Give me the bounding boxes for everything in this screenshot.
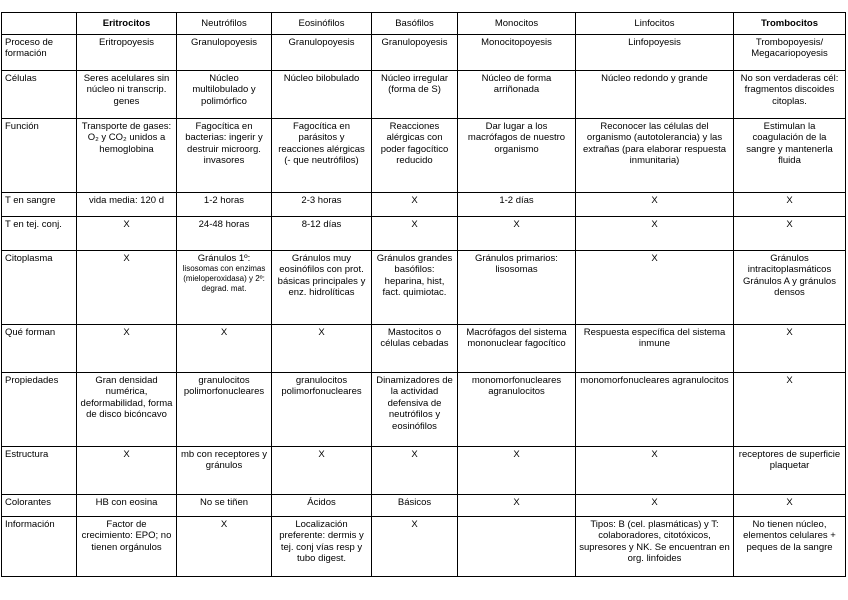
cell xyxy=(458,517,576,577)
table-row xyxy=(2,495,846,517)
cell: Mastocitos o células cebadas xyxy=(372,325,458,373)
cell: granulocitos polimorfonucleares xyxy=(177,373,272,447)
cell: Núcleo bilobulado xyxy=(272,71,372,119)
cell: X xyxy=(177,325,272,373)
table-row xyxy=(2,193,846,217)
header-monocitos: Monocitos xyxy=(458,13,576,35)
cell: receptores de superficie plaquetar xyxy=(734,447,846,495)
cell: X xyxy=(576,447,734,495)
cell: Linfopoyesis xyxy=(576,35,734,71)
cell: Básicos xyxy=(372,495,458,517)
cell: Respuesta específica del sistema inmune xyxy=(576,325,734,373)
cell: X xyxy=(576,193,734,217)
row-label: Estructura xyxy=(2,447,77,495)
cell: X xyxy=(734,373,846,447)
cell: X xyxy=(458,495,576,517)
cell: Seres acelulares sin núcleo ni transcrip. genes xyxy=(77,71,177,119)
cell: X xyxy=(372,447,458,495)
cell: 1-2 días xyxy=(458,193,576,217)
cell: Núcleo de forma arriñonada xyxy=(458,71,576,119)
cell: monomorfonucleares agranulocitos xyxy=(576,373,734,447)
cell: X xyxy=(458,447,576,495)
cell: Dinamizadores de la actividad defensiva de neutrófilos y eosinófilos xyxy=(372,373,458,447)
cell: Núcleo multilobulado y polimórfico xyxy=(177,71,272,119)
cell: X xyxy=(77,251,177,325)
cell: Macrófagos del sistema mononuclear fagocítico xyxy=(458,325,576,373)
cell: Fagocítica en bacterias: ingerir y destruir microorg. invasores xyxy=(177,119,272,193)
cell: No son verdaderas cél: fragmentos discoides citoplas. xyxy=(734,71,846,119)
cell: X xyxy=(734,325,846,373)
cell: Núcleo irregular (forma de S) xyxy=(372,71,458,119)
table-row xyxy=(2,517,846,577)
cell: Gránulos intracitoplasmáticos Gránulos A y gránulos densos xyxy=(734,251,846,325)
row-label: Propiedades xyxy=(2,373,77,447)
row-label: Qué forman xyxy=(2,325,77,373)
cell: X xyxy=(77,447,177,495)
cell: X xyxy=(576,251,734,325)
cell: X xyxy=(576,495,734,517)
corner-cell xyxy=(2,13,77,35)
cell: Fagocítica en parásitos y reacciones alérgicas (- que neutrófilos) xyxy=(272,119,372,193)
cell: Gránulos grandes basófilos: heparina, hist, fact. quimiotac. xyxy=(372,251,458,325)
cell: Granulopoyesis xyxy=(272,35,372,71)
table-row xyxy=(2,447,846,495)
cell: Reacciones alérgicas con poder fagocítico reducido xyxy=(372,119,458,193)
leukocyte-comparison-table xyxy=(1,12,846,577)
cell: 1-2 horas xyxy=(177,193,272,217)
cell: Tipos: B (cel. plasmáticas) y T: colaboradores, citotóxicos, supresores y NK. Se encuentran en org. linfoides xyxy=(576,517,734,577)
neutrophil-cytoplasm-cell xyxy=(177,251,272,325)
cell: Monocitopoyesis xyxy=(458,35,576,71)
cell: X xyxy=(77,217,177,251)
table-row xyxy=(2,35,846,71)
cell: Estimulan la coagulación de la sangre y mantenerla fluida xyxy=(734,119,846,193)
neutrophil-cytoplasm-line1: Gránulos 1º: xyxy=(197,253,251,264)
neutrophil-cytoplasm-detail: lisosomas con enzimas (mieloperoxidasa) y 2º: degrad. mat. xyxy=(182,264,266,293)
cell: X xyxy=(372,217,458,251)
cell: Ácidos xyxy=(272,495,372,517)
cell: Granulopoyesis xyxy=(177,35,272,71)
row-label: T en sangre xyxy=(2,193,77,217)
row-label: T en tej. conj. xyxy=(2,217,77,251)
cell: Eritropoyesis xyxy=(77,35,177,71)
table-row xyxy=(2,251,846,325)
table-row xyxy=(2,325,846,373)
cell: 24-48 horas xyxy=(177,217,272,251)
header-linfocitos: Linfocitos xyxy=(576,13,734,35)
cell: Núcleo redondo y grande xyxy=(576,71,734,119)
row-label: Proceso de formación xyxy=(2,35,77,71)
cell: Gránulos muy eosinófilos con prot. básicas principales y enz. hidrolíticas xyxy=(272,251,372,325)
cell: Gran densidad numérica, deformabilidad, forma de disco bicóncavo xyxy=(77,373,177,447)
cell: X xyxy=(77,325,177,373)
cell: Dar lugar a los macrófagos de nuestro organismo xyxy=(458,119,576,193)
cell: Granulopoyesis xyxy=(372,35,458,71)
cell: X xyxy=(458,217,576,251)
row-label: Células xyxy=(2,71,77,119)
cell: X xyxy=(734,193,846,217)
cell: X xyxy=(576,217,734,251)
table-row xyxy=(2,217,846,251)
header-basofilos: Basófilos xyxy=(372,13,458,35)
cell: granulocitos polimorfonucleares xyxy=(272,373,372,447)
cell: X xyxy=(372,193,458,217)
cell: Gránulos primarios: lisosomas xyxy=(458,251,576,325)
header-row xyxy=(2,13,846,35)
cell: vida media: 120 d xyxy=(77,193,177,217)
cell: X xyxy=(734,495,846,517)
cell: X xyxy=(372,517,458,577)
cell: X xyxy=(272,325,372,373)
cell: Trombopoyesis/ Megacariopoyesis xyxy=(734,35,846,71)
cell: HB con eosina xyxy=(77,495,177,517)
cell: 2-3 horas xyxy=(272,193,372,217)
row-label: Función xyxy=(2,119,77,193)
cell: monomorfonucleares agranulocitos xyxy=(458,373,576,447)
cell: Factor de crecimiento: EPO; no tienen orgánulos xyxy=(77,517,177,577)
cell: X xyxy=(272,447,372,495)
cell: Reconocer las células del organismo (autotolerancia) y las extrañas (para elaborar respuesta inmunitaria) xyxy=(576,119,734,193)
cell: X xyxy=(734,217,846,251)
header-neutrofilos: Neutrófilos xyxy=(177,13,272,35)
cell: Localización preferente: dermis y tej. conj vías resp y tubo digest. xyxy=(272,517,372,577)
header-eritrocitos: Eritrocitos xyxy=(77,13,177,35)
cell: mb con receptores y gránulos xyxy=(177,447,272,495)
row-label: Información xyxy=(2,517,77,577)
table-row xyxy=(2,119,846,193)
cell: No tienen núcleo, elementos celulares + peques de la sangre xyxy=(734,517,846,577)
table-row xyxy=(2,71,846,119)
cell: Transporte de gases: O₂ y CO₂ unidos a hemoglobina xyxy=(77,119,177,193)
table-row xyxy=(2,373,846,447)
row-label: Citoplasma xyxy=(2,251,77,325)
cell: X xyxy=(177,517,272,577)
row-label: Colorantes xyxy=(2,495,77,517)
header-eosinofilos: Eosinófilos xyxy=(272,13,372,35)
cell: No se tiñen xyxy=(177,495,272,517)
cell: 8-12 días xyxy=(272,217,372,251)
header-trombocitos: Trombocitos xyxy=(734,13,846,35)
